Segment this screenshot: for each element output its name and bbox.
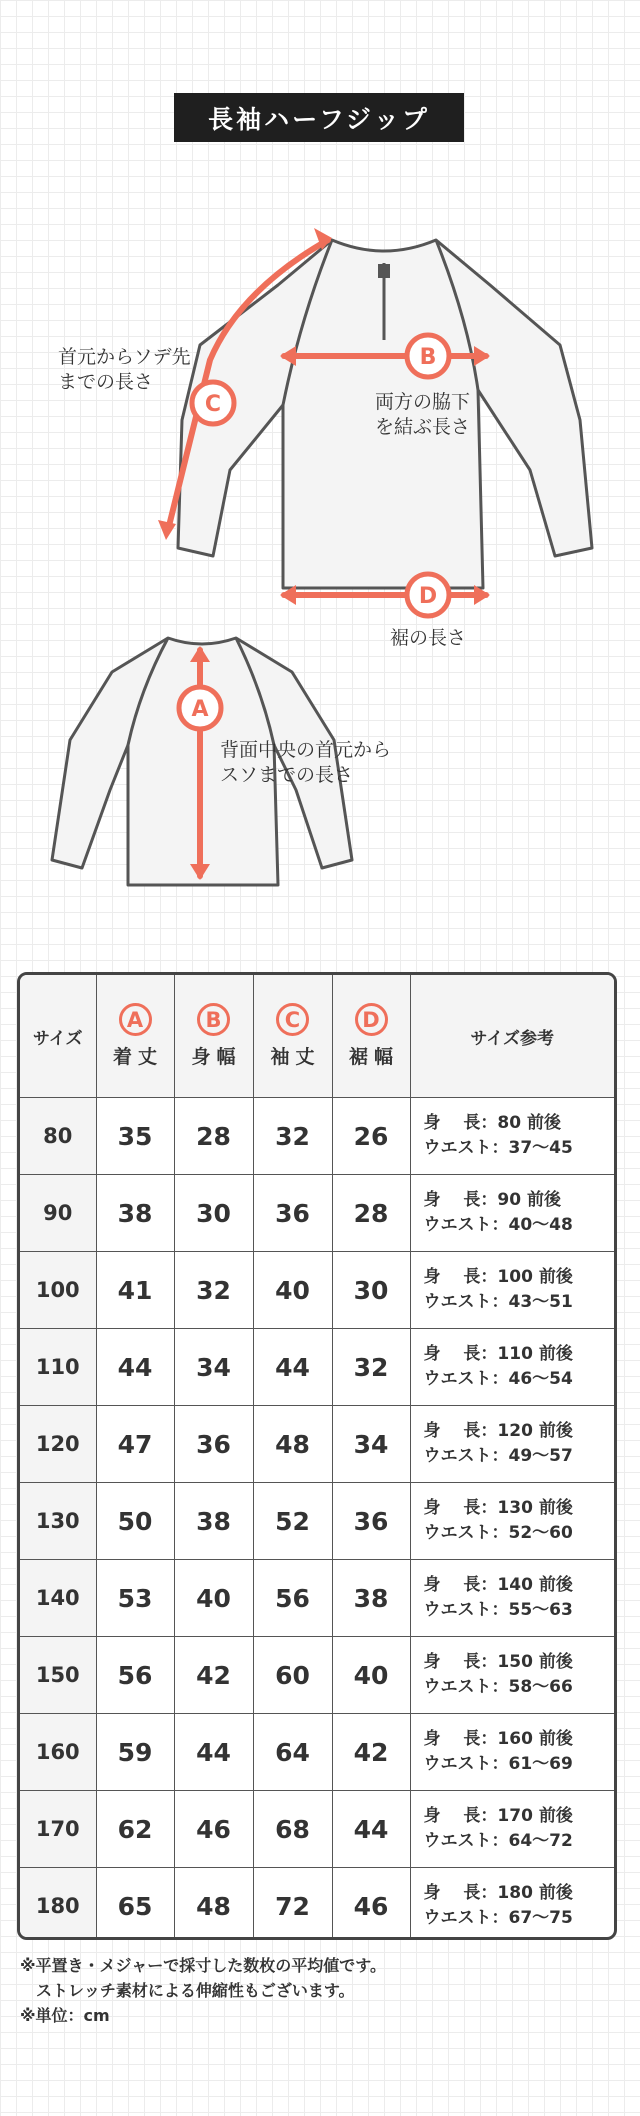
length-cell: 59 — [96, 1714, 174, 1791]
table-header-row — [20, 975, 614, 1098]
size-cell: 90 — [20, 1175, 96, 1252]
size-cell: 160 — [20, 1714, 96, 1791]
sleeve-cell: 44 — [253, 1329, 332, 1406]
table-row — [20, 1868, 614, 1941]
table-row — [20, 1637, 614, 1714]
width-cell: 36 — [174, 1406, 253, 1483]
waist-reference: ウエスト：67～75 — [423, 1908, 573, 1928]
length-cell: 35 — [96, 1098, 174, 1175]
height-reference: 身 長：170 前後 — [423, 1806, 573, 1826]
length-cell: 62 — [96, 1791, 174, 1868]
waist-reference: ウエスト：61～69 — [423, 1754, 573, 1774]
header-col-b-name: 身幅 — [191, 1046, 242, 1068]
table-row — [20, 1329, 614, 1406]
table-row — [20, 1175, 614, 1252]
marker-c-text: C — [204, 392, 222, 417]
table-row — [20, 1714, 614, 1791]
height-reference: 身 長：130 前後 — [423, 1498, 573, 1518]
footnote-2: ストレッチ素材による伸縮性もございます。 — [20, 1981, 355, 2000]
waist-reference: ウエスト：40～48 — [423, 1215, 573, 1235]
size-reference-cell — [410, 1714, 614, 1791]
table-row — [20, 1406, 614, 1483]
waist-reference: ウエスト：46～54 — [423, 1369, 573, 1389]
size-reference-cell — [410, 1791, 614, 1868]
sleeve-cell: 52 — [253, 1483, 332, 1560]
size-reference-cell — [410, 1329, 614, 1406]
marker-d — [407, 574, 449, 616]
table-row — [20, 1252, 614, 1329]
size-reference-cell — [410, 1560, 614, 1637]
marker-b — [407, 335, 449, 377]
width-cell: 32 — [174, 1252, 253, 1329]
size-cell: 140 — [20, 1560, 96, 1637]
circle-a-badge: A — [119, 1003, 152, 1036]
sleeve-cell: 68 — [253, 1791, 332, 1868]
marker-a — [179, 687, 221, 729]
marker-c — [192, 382, 234, 424]
width-cell: 42 — [174, 1637, 253, 1714]
size-reference-cell — [410, 1406, 614, 1483]
size-table — [17, 972, 617, 1940]
waist-reference: ウエスト：58～66 — [423, 1677, 573, 1697]
marker-d-text: D — [418, 584, 438, 609]
header-col-a-name: 着丈 — [112, 1046, 163, 1068]
sleeve-cell: 60 — [253, 1637, 332, 1714]
waist-reference: ウエスト：49～57 — [423, 1446, 573, 1466]
size-cell: 120 — [20, 1406, 96, 1483]
hem-cell: 44 — [332, 1791, 410, 1868]
hem-cell: 32 — [332, 1329, 410, 1406]
size-cell: 170 — [20, 1791, 96, 1868]
size-reference-cell — [410, 1098, 614, 1175]
label-sleeve-length: 首元からソデ先 までの長さ — [58, 346, 191, 393]
height-reference: 身 長：150 前後 — [423, 1652, 573, 1672]
waist-reference: ウエスト：52～60 — [423, 1523, 573, 1543]
page-title: 長袖ハーフジップ — [174, 93, 464, 142]
height-reference: 身 長：180 前後 — [423, 1883, 573, 1903]
zipper-pull-icon — [378, 264, 390, 278]
hem-cell: 40 — [332, 1637, 410, 1714]
header-col-c — [253, 975, 332, 1098]
size-cell: 130 — [20, 1483, 96, 1560]
table-row — [20, 1560, 614, 1637]
sleeve-cell: 72 — [253, 1868, 332, 1941]
length-cell: 50 — [96, 1483, 174, 1560]
footnotes — [20, 1953, 386, 2028]
hem-cell: 34 — [332, 1406, 410, 1483]
size-reference-cell — [410, 1637, 614, 1714]
size-cell: 180 — [20, 1868, 96, 1941]
header-col-d — [332, 975, 410, 1098]
table-row — [20, 1791, 614, 1868]
width-cell: 28 — [174, 1098, 253, 1175]
hem-cell: 28 — [332, 1175, 410, 1252]
size-cell: 150 — [20, 1637, 96, 1714]
label-chest-width: 両方の脇下 を結ぶ長さ — [375, 391, 471, 438]
length-cell: 65 — [96, 1868, 174, 1941]
height-reference: 身 長：140 前後 — [423, 1575, 573, 1595]
circle-c-badge: C — [276, 1003, 309, 1036]
width-cell: 46 — [174, 1791, 253, 1868]
marker-b-text: B — [419, 345, 437, 370]
hem-cell: 26 — [332, 1098, 410, 1175]
header-col-d-name: 裾幅 — [348, 1046, 399, 1068]
hem-cell: 36 — [332, 1483, 410, 1560]
label-body-length: 背面中央の首元から スソまでの長さ — [220, 739, 392, 786]
waist-reference: ウエスト：55～63 — [423, 1600, 573, 1620]
header-size-reference: サイズ参考 — [410, 975, 614, 1098]
table-row — [20, 1483, 614, 1560]
length-cell: 44 — [96, 1329, 174, 1406]
label-hem-width: 裾の長さ — [390, 627, 467, 649]
width-cell: 40 — [174, 1560, 253, 1637]
width-cell: 38 — [174, 1483, 253, 1560]
header-col-b — [174, 975, 253, 1098]
size-cell: 80 — [20, 1098, 96, 1175]
footnote-3: ※単位：cm — [20, 2006, 110, 2025]
header-col-c-name: 袖丈 — [270, 1046, 321, 1068]
size-reference-cell — [410, 1175, 614, 1252]
circle-b-badge: B — [197, 1003, 230, 1036]
circle-d-badge: D — [355, 1003, 388, 1036]
hem-cell: 30 — [332, 1252, 410, 1329]
length-cell: 41 — [96, 1252, 174, 1329]
sleeve-cell: 56 — [253, 1560, 332, 1637]
width-cell: 34 — [174, 1329, 253, 1406]
size-cell: 100 — [20, 1252, 96, 1329]
height-reference: 身 長：120 前後 — [423, 1421, 573, 1441]
sleeve-cell: 40 — [253, 1252, 332, 1329]
size-reference-cell — [410, 1483, 614, 1560]
length-cell: 56 — [96, 1637, 174, 1714]
size-reference-cell — [410, 1868, 614, 1941]
waist-reference: ウエスト：37～45 — [423, 1138, 573, 1158]
sleeve-cell: 32 — [253, 1098, 332, 1175]
width-cell: 44 — [174, 1714, 253, 1791]
table-row — [20, 1098, 614, 1175]
hem-cell: 42 — [332, 1714, 410, 1791]
hem-cell: 38 — [332, 1560, 410, 1637]
height-reference: 身 長：90 前後 — [423, 1190, 561, 1210]
width-cell: 48 — [174, 1868, 253, 1941]
marker-a-text: A — [191, 697, 209, 722]
sleeve-cell: 36 — [253, 1175, 332, 1252]
size-cell: 110 — [20, 1329, 96, 1406]
footnote-1: ※平置き・メジャーで採寸した数枚の平均値です。 — [20, 1956, 386, 1975]
height-reference: 身 長：100 前後 — [423, 1267, 573, 1287]
length-cell: 53 — [96, 1560, 174, 1637]
length-cell: 47 — [96, 1406, 174, 1483]
hem-cell: 46 — [332, 1868, 410, 1941]
height-reference: 身 長：110 前後 — [423, 1344, 573, 1364]
header-size: サイズ — [20, 975, 96, 1098]
sleeve-cell: 64 — [253, 1714, 332, 1791]
header-col-a — [96, 975, 174, 1098]
sleeve-cell: 48 — [253, 1406, 332, 1483]
size-reference-cell — [410, 1252, 614, 1329]
waist-reference: ウエスト：43～51 — [423, 1292, 573, 1312]
height-reference: 身 長：80 前後 — [423, 1113, 561, 1133]
waist-reference: ウエスト：64～72 — [423, 1831, 573, 1851]
length-cell: 38 — [96, 1175, 174, 1252]
width-cell: 30 — [174, 1175, 253, 1252]
height-reference: 身 長：160 前後 — [423, 1729, 573, 1749]
